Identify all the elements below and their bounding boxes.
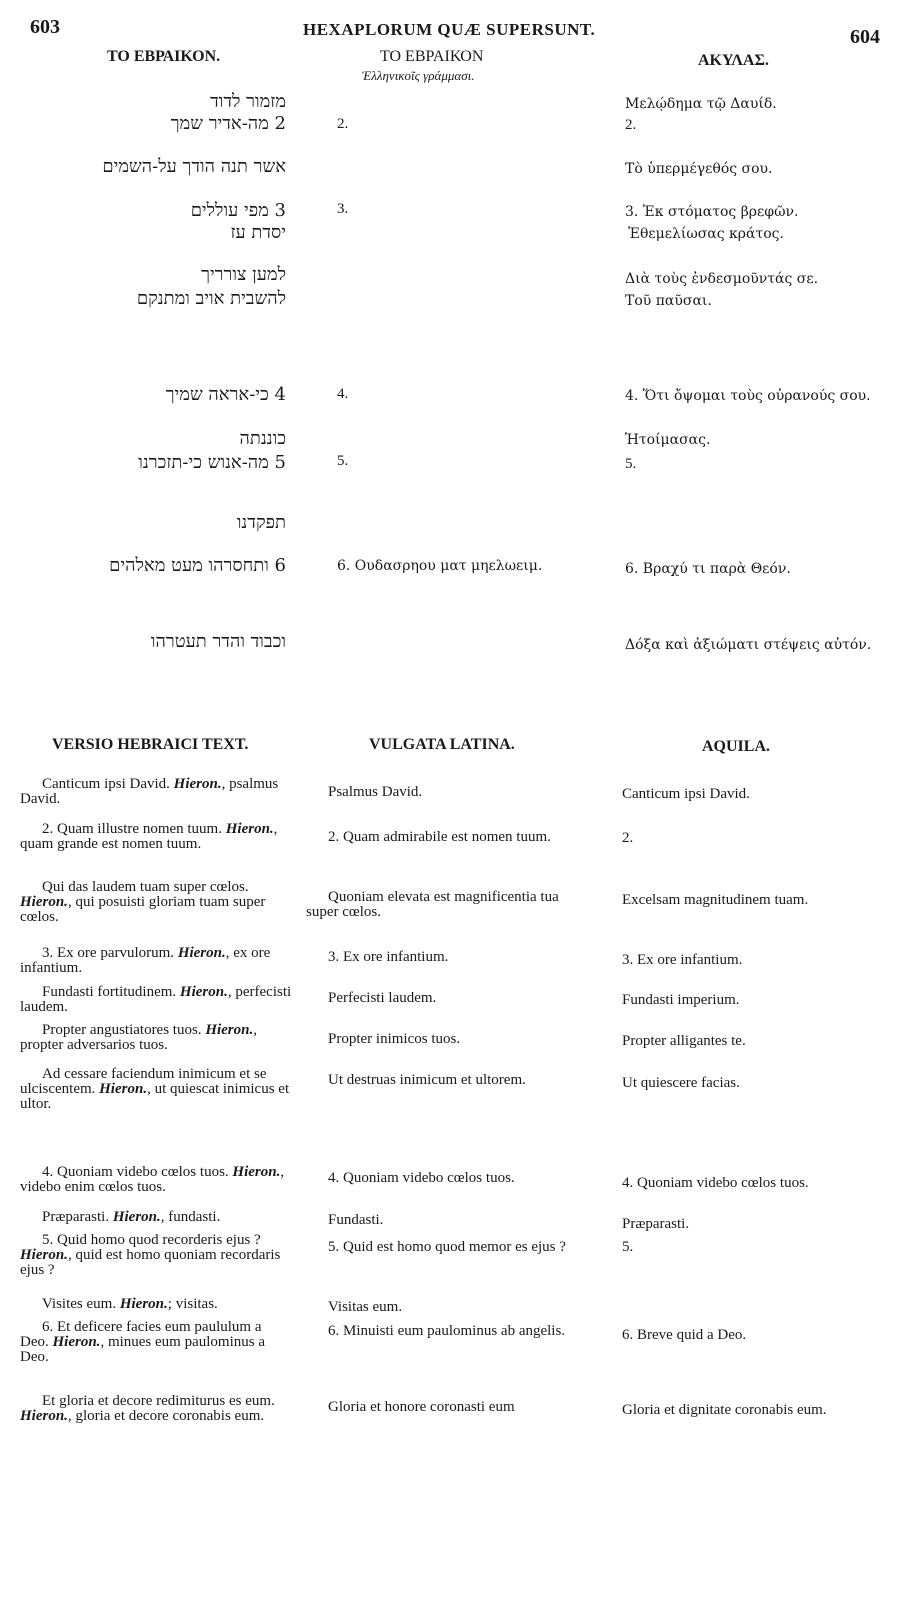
translit-line: 6. Ουδασρηου ματ μηελωειμ. (337, 558, 543, 574)
vulgata-entry: Visitas eum. (328, 1299, 403, 1315)
hebrew-line: 6 ותחסרהו מעט מאלהים (109, 555, 286, 576)
hebrew-line: 4 כי-אראה שמיך (165, 384, 286, 405)
versio-entry: 4. Quoniam videbo cœlos tuos. Hieron., videbo enim cœlos tuos. (20, 1164, 285, 1195)
vulgata-entry: Fundasti. (328, 1212, 384, 1228)
upper-aquila-head: ΑΚΥΛΑΣ. (698, 52, 769, 69)
translit-line: 4. (337, 386, 349, 402)
hebrew-line: כוננתה (239, 428, 286, 449)
aquila-latin-entry: Excelsam magnitudinem tuam. (622, 892, 809, 908)
versio-entry: Propter angustiatores tuos. Hieron., propter adversarios tuos. (20, 1022, 257, 1053)
aquila-greek-line: Δόξα καὶ ἀξιώματι στέψεις αὐτόν. (625, 637, 872, 653)
translit-line: 2. (337, 116, 349, 132)
hebrew-line: יסדת עז (230, 222, 286, 243)
aquila-greek-line: Διὰ τοὺς ἐνδεσμοῦντάς σε. (625, 271, 819, 287)
hebrew-line: 3 מפי עוללים (190, 200, 286, 221)
hebrew-line: להשבית אויב ומתנקם (136, 288, 286, 309)
versio-entry: 2. Quam illustre nomen tuum. Hieron., quam grande est nomen tuum. (20, 821, 278, 852)
versio-entry: Visites eum. Hieron.; visitas. (42, 1296, 218, 1312)
aquila-greek-line: Ἐθεμελίωσας κράτος. (628, 226, 784, 242)
vulgata-entry: Ut destruas inimicum et ultorem. (328, 1072, 526, 1088)
aquila-latin-entry: Ut quiescere facias. (622, 1075, 740, 1091)
aquila-greek-line: Ἡτοίμασας. (625, 432, 711, 448)
versio-entry: 6. Et deficere facies eum paululum a Deo. Hieron., minues eum paulominus a Deo. (20, 1319, 265, 1365)
page-number-left: 603 (30, 16, 60, 38)
aquila-latin-entry: Canticum ipsi David. (622, 786, 750, 802)
aquila-latin-entry: Fundasti imperium. (622, 992, 740, 1008)
aquila-greek-line: Τοῦ παῦσαι. (625, 293, 712, 309)
vulgata-entry: 4. Quoniam videbo cœlos tuos. (328, 1170, 515, 1186)
hebrew-line: 2 מה-אדיר שמך (170, 113, 286, 134)
lower-aquila-head: AQUILA. (702, 738, 771, 755)
upper-hebrew-head: ΤΟ ΕΒΡΑΙΚΟΝ. (107, 48, 221, 65)
hebrew-line: תפקדנו (236, 512, 286, 533)
vulgata-entry: 6. Minuisti eum paulominus ab angelis. (328, 1323, 566, 1339)
translit-line: 3. (337, 201, 349, 217)
vulgata-entry: Quoniam elevata est magnificentia tua super cœlos. (306, 889, 559, 920)
aquila-latin-entry: 4. Quoniam videbo cœlos tuos. (622, 1175, 809, 1191)
aquila-greek-line: 6. Βραχύ τι παρὰ Θεόν. (625, 561, 791, 577)
upper-translit-subhead: Ἑλληνικοῖς γράμμασι. (362, 68, 475, 83)
versio-entry: Fundasti fortitudinem. Hieron., perfecisti laudem. (20, 984, 292, 1015)
translit-line: 5. (337, 453, 349, 469)
aquila-greek-line: 2. (625, 117, 637, 133)
vulgata-entry: 2. Quam admirabile est nomen tuum. (328, 829, 551, 845)
vulgata-entry: Gloria et honore coronasti eum (328, 1399, 515, 1415)
hebrew-line: וכבוד והדר תעטרהו (150, 631, 286, 652)
running-title: HEXAPLORUM QUÆ SUPERSUNT. (303, 20, 596, 39)
aquila-latin-entry: 6. Breve quid a Deo. (622, 1327, 747, 1343)
aquila-latin-entry: 3. Ex ore infantium. (622, 952, 743, 968)
vulgata-entry: 3. Ex ore infantium. (328, 949, 449, 965)
lower-versio-head: VERSIO HEBRAICI TEXT. (52, 736, 249, 753)
lower-vulgata-head: VULGATA LATINA. (369, 736, 515, 753)
aquila-greek-line: Τὸ ὑπερμέγεθός σου. (625, 161, 773, 177)
page-number-right: 604 (850, 26, 880, 48)
aquila-greek-line: 3. Ἐκ στόματος βρεφῶν. (625, 204, 799, 220)
versio-entry: Canticum ipsi David. Hieron., psalmus David. (20, 776, 279, 807)
versio-entry: Ad cessare faciendum inimicum et se ulciscentem. Hieron., ut quiescat inimicus et ultor. (20, 1066, 290, 1112)
hebrew-line: למען צורריך (201, 264, 286, 285)
versio-entry: 5. Quid homo quod recorderis ejus ? Hieron., quid est homo quoniam recordaris ejus ? (20, 1232, 281, 1278)
aquila-greek-line: Μελῴδημα τῷ Δαυίδ. (625, 96, 777, 112)
upper-translit-head: ΤΟ ΕΒΡΑΙΚΟΝ (380, 48, 484, 65)
versio-entry: Præparasti. Hieron., fundasti. (42, 1209, 221, 1225)
vulgata-entry: 5. Quid est homo quod memor es ejus ? (328, 1239, 566, 1255)
vulgata-entry: Psalmus David. (328, 784, 423, 800)
aquila-latin-entry: Propter alligantes te. (622, 1033, 746, 1049)
aquila-latin-entry: 2. (622, 830, 634, 846)
aquila-latin-entry: Præparasti. (622, 1216, 690, 1232)
aquila-greek-line: 5. (625, 456, 637, 472)
vulgata-entry: Perfecisti laudem. (328, 990, 437, 1006)
versio-entry: Et gloria et decore redimiturus es eum. Hieron., gloria et decore coronabis eum. (20, 1393, 275, 1424)
vulgata-entry: Propter inimicos tuos. (328, 1031, 461, 1047)
hebrew-line: אשר תנה הודך על-השמים (102, 156, 286, 177)
versio-entry: 3. Ex ore parvulorum. Hieron., ex ore infantium. (20, 945, 271, 976)
versio-entry: Qui das laudem tuam super cœlos. Hieron., qui posuisti gloriam tuam super cœlos. (20, 879, 266, 925)
hebrew-line: 5 מה-אנוש כי-תזכרנו (138, 452, 286, 473)
aquila-latin-entry: Gloria et dignitate coronabis eum. (622, 1402, 827, 1418)
aquila-latin-entry: 5. (622, 1239, 634, 1255)
hebrew-line: מזמור לדוד (210, 91, 286, 112)
aquila-greek-line: 4. Ὅτι ὄψομαι τοὺς οὐρανούς σου. (625, 388, 871, 404)
